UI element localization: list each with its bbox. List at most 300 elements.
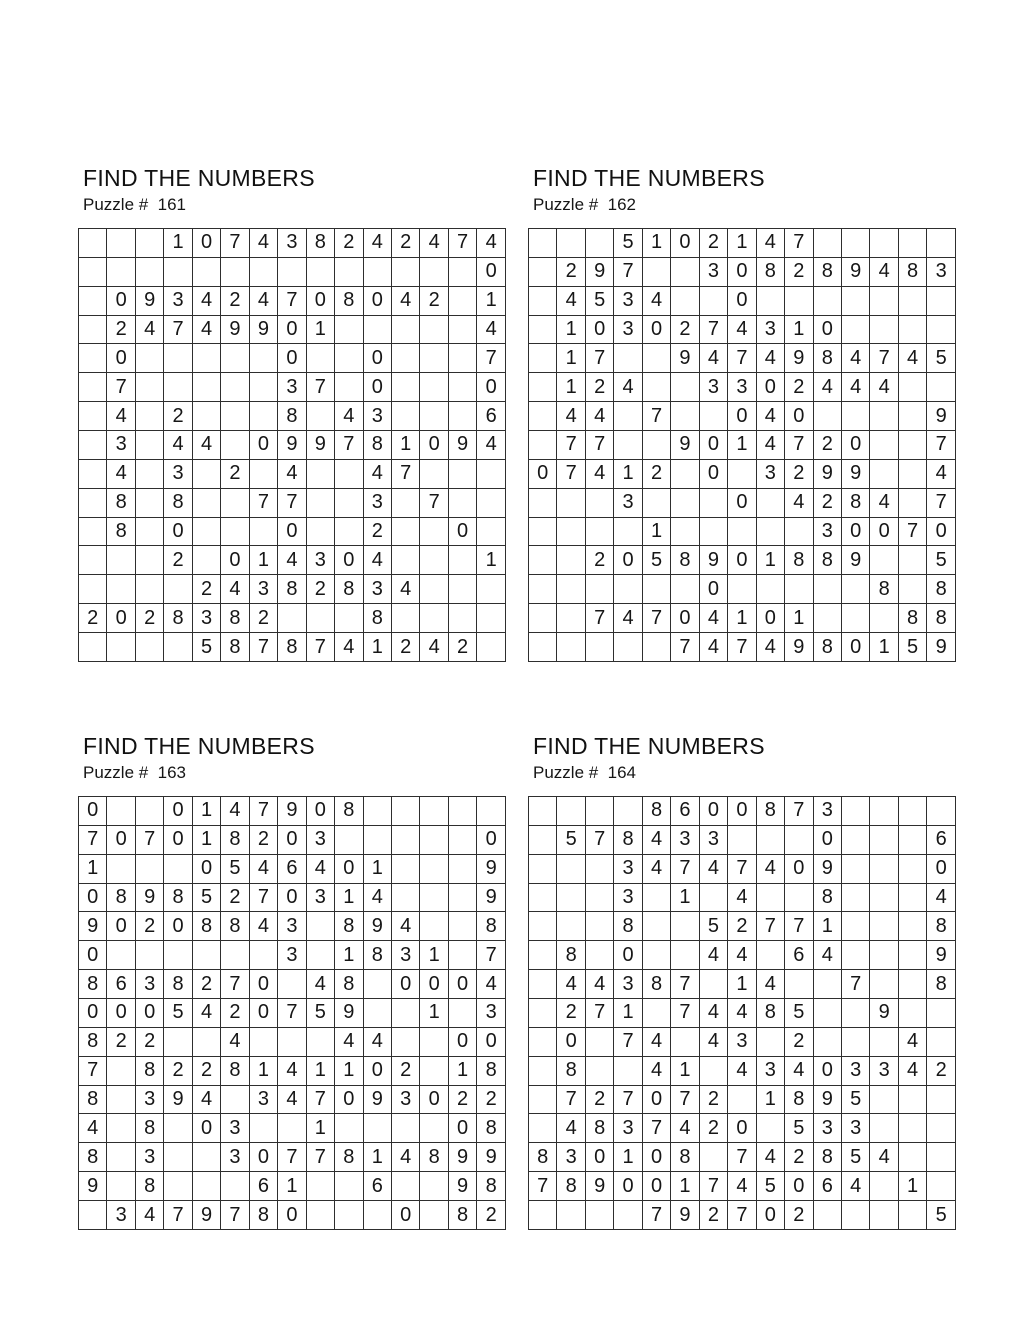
grid-cell-number: 3 bbox=[614, 488, 642, 517]
grid-cell-number: 4 bbox=[557, 970, 585, 999]
grid-cell-empty bbox=[448, 825, 476, 854]
grid-cell-empty bbox=[813, 286, 841, 315]
grid-cell-empty bbox=[898, 575, 926, 604]
grid-cell-empty bbox=[135, 373, 163, 402]
grid-cell-number: 7 bbox=[585, 604, 613, 633]
grid-cell-empty bbox=[420, 459, 448, 488]
grid-cell-number: 3 bbox=[614, 854, 642, 883]
grid-cell-number: 2 bbox=[107, 1027, 135, 1056]
grid-cell-empty bbox=[135, 546, 163, 575]
grid-cell-number: 8 bbox=[107, 488, 135, 517]
grid-row bbox=[529, 1027, 956, 1056]
grid-cell-number: 0 bbox=[699, 797, 727, 826]
grid-cell-number: 0 bbox=[306, 797, 334, 826]
grid-cell-number: 6 bbox=[477, 402, 506, 431]
grid-cell-empty bbox=[221, 344, 249, 373]
grid-cell-empty bbox=[306, 912, 334, 941]
grid-cell-empty bbox=[870, 546, 898, 575]
grid-cell-number: 0 bbox=[249, 970, 277, 999]
grid-cell-number: 9 bbox=[448, 1172, 476, 1201]
grid-cell-number: 7 bbox=[728, 854, 756, 883]
grid-cell-empty bbox=[420, 883, 448, 912]
grid-cell-empty bbox=[557, 575, 585, 604]
grid-cell-empty bbox=[671, 373, 699, 402]
grid-cell-number: 0 bbox=[529, 459, 557, 488]
grid-cell-empty bbox=[557, 797, 585, 826]
grid-cell-number: 3 bbox=[614, 286, 642, 315]
grid-cell-number: 3 bbox=[107, 1201, 135, 1230]
grid-cell-number: 5 bbox=[306, 999, 334, 1028]
grid-cell-empty bbox=[363, 797, 391, 826]
grid-cell-number: 4 bbox=[728, 1056, 756, 1085]
grid-cell-empty bbox=[477, 604, 506, 633]
grid-row bbox=[529, 941, 956, 970]
grid-cell-number: 8 bbox=[221, 912, 249, 941]
grid-cell-empty bbox=[391, 488, 419, 517]
grid-cell-number: 4 bbox=[306, 854, 334, 883]
grid-cell-number: 3 bbox=[728, 373, 756, 402]
grid-cell-number: 7 bbox=[164, 1201, 192, 1230]
grid-cell-number: 0 bbox=[699, 459, 727, 488]
grid-cell-number: 0 bbox=[107, 825, 135, 854]
grid-cell-empty bbox=[391, 604, 419, 633]
grid-row bbox=[79, 1201, 506, 1230]
grid-cell-number: 0 bbox=[841, 431, 869, 460]
grid-cell-empty bbox=[898, 854, 926, 883]
grid-cell-empty bbox=[135, 402, 163, 431]
grid-cell-number: 0 bbox=[278, 825, 306, 854]
grid-cell-empty bbox=[557, 1201, 585, 1230]
grid-cell-empty bbox=[335, 517, 363, 546]
puzzle-block-164 bbox=[528, 733, 958, 1230]
grid-row bbox=[529, 459, 956, 488]
grid-cell-number: 4 bbox=[756, 402, 784, 431]
grid-cell-number: 8 bbox=[813, 546, 841, 575]
grid-cell-number: 4 bbox=[477, 970, 506, 999]
grid-cell-empty bbox=[221, 257, 249, 286]
grid-cell-number: 4 bbox=[278, 546, 306, 575]
grid-cell-number: 8 bbox=[614, 825, 642, 854]
grid-cell-number: 0 bbox=[756, 1201, 784, 1230]
grid-cell-number: 8 bbox=[614, 912, 642, 941]
grid-cell-number: 8 bbox=[529, 1143, 557, 1172]
grid-cell-number: 3 bbox=[614, 315, 642, 344]
grid-cell-empty bbox=[756, 941, 784, 970]
grid-cell-number: 5 bbox=[192, 633, 220, 662]
number-grid-164 bbox=[528, 796, 956, 1230]
grid-cell-number: 0 bbox=[79, 883, 107, 912]
grid-cell-number: 8 bbox=[585, 1114, 613, 1143]
grid-cell-empty bbox=[699, 488, 727, 517]
grid-cell-number: 0 bbox=[728, 797, 756, 826]
grid-cell-empty bbox=[135, 431, 163, 460]
grid-cell-number: 0 bbox=[278, 315, 306, 344]
grid-cell-empty bbox=[448, 546, 476, 575]
grid-row bbox=[79, 546, 506, 575]
grid-cell-number: 7 bbox=[699, 1172, 727, 1201]
number-grid-163 bbox=[78, 796, 506, 1230]
grid-cell-empty bbox=[192, 373, 220, 402]
grid-cell-empty bbox=[585, 854, 613, 883]
grid-cell-number: 1 bbox=[448, 1056, 476, 1085]
grid-cell-empty bbox=[927, 1172, 956, 1201]
grid-cell-number: 8 bbox=[813, 344, 841, 373]
grid-cell-empty bbox=[927, 315, 956, 344]
grid-cell-empty bbox=[420, 402, 448, 431]
grid-cell-empty bbox=[164, 854, 192, 883]
grid-cell-number: 3 bbox=[614, 970, 642, 999]
grid-cell-empty bbox=[927, 1143, 956, 1172]
grid-cell-number: 4 bbox=[477, 315, 506, 344]
grid-cell-number: 1 bbox=[728, 431, 756, 460]
grid-cell-number: 2 bbox=[391, 633, 419, 662]
grid-cell-empty bbox=[477, 575, 506, 604]
grid-cell-number: 2 bbox=[420, 286, 448, 315]
grid-cell-number: 4 bbox=[420, 229, 448, 258]
grid-cell-empty bbox=[448, 604, 476, 633]
grid-cell-empty bbox=[671, 912, 699, 941]
grid-cell-empty bbox=[135, 854, 163, 883]
grid-cell-empty bbox=[335, 373, 363, 402]
grid-cell-number: 2 bbox=[221, 286, 249, 315]
grid-cell-empty bbox=[841, 604, 869, 633]
grid-cell-number: 8 bbox=[363, 431, 391, 460]
grid-cell-empty bbox=[529, 1027, 557, 1056]
grid-cell-empty bbox=[391, 883, 419, 912]
grid-cell-empty bbox=[107, 1114, 135, 1143]
grid-cell-number: 8 bbox=[557, 1056, 585, 1085]
grid-cell-number: 1 bbox=[306, 315, 334, 344]
grid-cell-empty bbox=[448, 286, 476, 315]
grid-cell-empty bbox=[813, 604, 841, 633]
puzzle-number-label: Puzzle # 161 bbox=[83, 195, 187, 214]
puzzle-block-162 bbox=[528, 165, 958, 662]
grid-cell-empty bbox=[164, 1172, 192, 1201]
grid-cell-empty bbox=[335, 825, 363, 854]
grid-cell-number: 4 bbox=[391, 1143, 419, 1172]
grid-cell-number: 9 bbox=[135, 883, 163, 912]
grid-cell-number: 6 bbox=[363, 1172, 391, 1201]
grid-cell-number: 7 bbox=[477, 941, 506, 970]
grid-cell-number: 7 bbox=[278, 1143, 306, 1172]
grid-cell-empty bbox=[529, 402, 557, 431]
grid-cell-empty bbox=[391, 402, 419, 431]
grid-cell-number: 8 bbox=[557, 941, 585, 970]
grid-cell-empty bbox=[420, 517, 448, 546]
grid-cell-empty bbox=[585, 912, 613, 941]
grid-cell-number: 2 bbox=[221, 459, 249, 488]
grid-cell-empty bbox=[529, 633, 557, 662]
grid-cell-number: 7 bbox=[671, 970, 699, 999]
grid-cell-empty bbox=[249, 344, 277, 373]
grid-cell-empty bbox=[870, 912, 898, 941]
grid-cell-number: 0 bbox=[391, 970, 419, 999]
grid-cell-number: 8 bbox=[671, 1143, 699, 1172]
grid-cell-number: 8 bbox=[221, 604, 249, 633]
grid-cell-number: 8 bbox=[477, 1114, 506, 1143]
grid-cell-empty bbox=[557, 229, 585, 258]
grid-cell-empty bbox=[529, 257, 557, 286]
grid-cell-empty bbox=[756, 575, 784, 604]
grid-cell-number: 4 bbox=[699, 1027, 727, 1056]
grid-row bbox=[79, 604, 506, 633]
grid-cell-number: 8 bbox=[477, 912, 506, 941]
grid-cell-empty bbox=[420, 912, 448, 941]
grid-cell-empty bbox=[79, 431, 107, 460]
grid-cell-empty bbox=[813, 999, 841, 1028]
grid-cell-number: 7 bbox=[335, 431, 363, 460]
grid-cell-number: 3 bbox=[756, 315, 784, 344]
grid-cell-number: 3 bbox=[671, 825, 699, 854]
grid-cell-empty bbox=[671, 257, 699, 286]
grid-cell-number: 9 bbox=[448, 1143, 476, 1172]
grid-row bbox=[529, 517, 956, 546]
grid-cell-number: 0 bbox=[728, 1114, 756, 1143]
grid-cell-empty bbox=[841, 315, 869, 344]
grid-cell-number: 7 bbox=[557, 431, 585, 460]
grid-cell-number: 7 bbox=[249, 633, 277, 662]
grid-cell-empty bbox=[306, 604, 334, 633]
grid-cell-number: 7 bbox=[671, 633, 699, 662]
grid-cell-empty bbox=[841, 575, 869, 604]
grid-cell-number: 4 bbox=[898, 1027, 926, 1056]
grid-cell-number: 4 bbox=[335, 402, 363, 431]
grid-cell-empty bbox=[278, 1114, 306, 1143]
grid-row bbox=[529, 1143, 956, 1172]
grid-cell-empty bbox=[135, 517, 163, 546]
grid-cell-number: 7 bbox=[927, 488, 956, 517]
grid-cell-number: 7 bbox=[614, 1027, 642, 1056]
grid-cell-empty bbox=[529, 229, 557, 258]
grid-cell-number: 0 bbox=[927, 854, 956, 883]
grid-cell-empty bbox=[898, 1143, 926, 1172]
grid-row bbox=[79, 431, 506, 460]
grid-row bbox=[529, 1201, 956, 1230]
grid-cell-number: 8 bbox=[813, 257, 841, 286]
grid-cell-empty bbox=[221, 1085, 249, 1114]
puzzle-title: FIND THE NUMBERS bbox=[83, 165, 315, 191]
grid-cell-number: 8 bbox=[335, 575, 363, 604]
grid-cell-number: 5 bbox=[642, 546, 670, 575]
grid-cell-empty bbox=[278, 604, 306, 633]
grid-cell-number: 4 bbox=[642, 1027, 670, 1056]
grid-cell-number: 2 bbox=[335, 229, 363, 258]
grid-cell-number: 1 bbox=[306, 1056, 334, 1085]
grid-cell-empty bbox=[585, 1201, 613, 1230]
grid-cell-empty bbox=[529, 1056, 557, 1085]
grid-cell-number: 7 bbox=[79, 825, 107, 854]
grid-cell-number: 3 bbox=[841, 1056, 869, 1085]
grid-cell-empty bbox=[164, 344, 192, 373]
grid-cell-number: 2 bbox=[813, 488, 841, 517]
grid-cell-empty bbox=[107, 633, 135, 662]
grid-row bbox=[529, 373, 956, 402]
grid-cell-number: 5 bbox=[614, 229, 642, 258]
grid-cell-number: 8 bbox=[870, 575, 898, 604]
grid-cell-number: 8 bbox=[927, 575, 956, 604]
grid-cell-number: 1 bbox=[477, 546, 506, 575]
grid-cell-number: 7 bbox=[728, 633, 756, 662]
grid-cell-empty bbox=[448, 488, 476, 517]
grid-cell-empty bbox=[335, 459, 363, 488]
grid-cell-number: 1 bbox=[671, 883, 699, 912]
grid-cell-number: 4 bbox=[363, 459, 391, 488]
grid-cell-empty bbox=[107, 1172, 135, 1201]
grid-cell-empty bbox=[671, 575, 699, 604]
grid-cell-number: 7 bbox=[278, 999, 306, 1028]
grid-cell-empty bbox=[249, 402, 277, 431]
grid-cell-empty bbox=[448, 797, 476, 826]
grid-cell-number: 2 bbox=[927, 1056, 956, 1085]
grid-cell-empty bbox=[221, 941, 249, 970]
grid-cell-number: 3 bbox=[278, 941, 306, 970]
grid-cell-number: 0 bbox=[785, 402, 813, 431]
grid-row bbox=[529, 488, 956, 517]
grid-cell-number: 0 bbox=[785, 1172, 813, 1201]
grid-cell-number: 4 bbox=[671, 1114, 699, 1143]
grid-cell-empty bbox=[164, 373, 192, 402]
grid-cell-number: 0 bbox=[278, 517, 306, 546]
grid-cell-empty bbox=[898, 1085, 926, 1114]
grid-row bbox=[79, 999, 506, 1028]
grid-cell-number: 6 bbox=[813, 1172, 841, 1201]
grid-row bbox=[529, 970, 956, 999]
grid-cell-number: 1 bbox=[249, 1056, 277, 1085]
grid-cell-number: 9 bbox=[477, 1143, 506, 1172]
grid-cell-number: 0 bbox=[477, 257, 506, 286]
grid-cell-number: 4 bbox=[898, 1056, 926, 1085]
grid-cell-empty bbox=[164, 257, 192, 286]
grid-row bbox=[79, 488, 506, 517]
grid-cell-number: 1 bbox=[785, 604, 813, 633]
grid-cell-number: 4 bbox=[107, 402, 135, 431]
grid-cell-empty bbox=[813, 1201, 841, 1230]
grid-cell-number: 0 bbox=[278, 344, 306, 373]
grid-cell-empty bbox=[927, 1027, 956, 1056]
grid-cell-empty bbox=[756, 883, 784, 912]
grid-row bbox=[79, 797, 506, 826]
grid-cell-empty bbox=[898, 970, 926, 999]
grid-cell-empty bbox=[448, 912, 476, 941]
grid-cell-number: 8 bbox=[335, 970, 363, 999]
grid-cell-number: 4 bbox=[699, 999, 727, 1028]
grid-cell-empty bbox=[699, 517, 727, 546]
grid-cell-number: 4 bbox=[557, 286, 585, 315]
grid-cell-number: 8 bbox=[927, 970, 956, 999]
grid-cell-empty bbox=[391, 546, 419, 575]
grid-cell-number: 4 bbox=[614, 604, 642, 633]
grid-cell-number: 3 bbox=[699, 825, 727, 854]
grid-cell-number: 9 bbox=[249, 315, 277, 344]
grid-cell-number: 9 bbox=[671, 1201, 699, 1230]
grid-cell-empty bbox=[870, 797, 898, 826]
grid-cell-number: 8 bbox=[192, 912, 220, 941]
grid-cell-empty bbox=[642, 912, 670, 941]
grid-cell-empty bbox=[870, 1201, 898, 1230]
grid-row bbox=[529, 797, 956, 826]
grid-cell-empty bbox=[363, 257, 391, 286]
grid-cell-number: 2 bbox=[448, 633, 476, 662]
grid-cell-number: 8 bbox=[278, 575, 306, 604]
grid-cell-number: 7 bbox=[671, 999, 699, 1028]
grid-cell-number: 9 bbox=[278, 797, 306, 826]
grid-cell-number: 8 bbox=[756, 257, 784, 286]
grid-cell-empty bbox=[306, 488, 334, 517]
grid-cell-number: 4 bbox=[278, 1085, 306, 1114]
grid-cell-number: 0 bbox=[420, 431, 448, 460]
grid-cell-number: 7 bbox=[557, 1085, 585, 1114]
grid-row bbox=[529, 1085, 956, 1114]
grid-cell-number: 0 bbox=[448, 970, 476, 999]
grid-cell-empty bbox=[557, 546, 585, 575]
grid-cell-number: 0 bbox=[249, 431, 277, 460]
grid-cell-number: 4 bbox=[363, 229, 391, 258]
grid-cell-empty bbox=[927, 999, 956, 1028]
grid-cell-empty bbox=[898, 797, 926, 826]
grid-cell-number: 0 bbox=[477, 825, 506, 854]
grid-cell-empty bbox=[642, 575, 670, 604]
grid-row bbox=[79, 257, 506, 286]
puzzle-block-163 bbox=[78, 733, 508, 1230]
grid-cell-empty bbox=[420, 373, 448, 402]
grid-cell-number: 7 bbox=[529, 1172, 557, 1201]
grid-cell-number: 6 bbox=[278, 854, 306, 883]
grid-cell-number: 1 bbox=[671, 1172, 699, 1201]
grid-cell-empty bbox=[614, 431, 642, 460]
grid-cell-number: 9 bbox=[841, 459, 869, 488]
grid-cell-number: 7 bbox=[585, 431, 613, 460]
grid-cell-empty bbox=[785, 286, 813, 315]
grid-cell-number: 4 bbox=[870, 257, 898, 286]
grid-cell-number: 8 bbox=[477, 1056, 506, 1085]
grid-cell-empty bbox=[642, 633, 670, 662]
grid-cell-empty bbox=[557, 488, 585, 517]
grid-cell-empty bbox=[221, 517, 249, 546]
grid-cell-number: 2 bbox=[164, 402, 192, 431]
grid-cell-empty bbox=[420, 1027, 448, 1056]
grid-cell-number: 7 bbox=[642, 402, 670, 431]
grid-cell-number: 8 bbox=[477, 1172, 506, 1201]
grid-cell-empty bbox=[135, 344, 163, 373]
grid-cell-number: 4 bbox=[699, 604, 727, 633]
grid-cell-number: 3 bbox=[306, 546, 334, 575]
grid-cell-empty bbox=[927, 1114, 956, 1143]
grid-cell-empty bbox=[192, 546, 220, 575]
grid-cell-empty bbox=[728, 517, 756, 546]
grid-cell-empty bbox=[898, 999, 926, 1028]
grid-cell-empty bbox=[898, 402, 926, 431]
grid-cell-empty bbox=[728, 825, 756, 854]
grid-cell-empty bbox=[927, 797, 956, 826]
grid-cell-number: 0 bbox=[448, 517, 476, 546]
grid-cell-number: 4 bbox=[557, 402, 585, 431]
grid-cell-empty bbox=[107, 797, 135, 826]
grid-cell-number: 1 bbox=[671, 1056, 699, 1085]
grid-cell-empty bbox=[585, 883, 613, 912]
grid-cell-number: 8 bbox=[164, 970, 192, 999]
grid-cell-number: 0 bbox=[192, 1114, 220, 1143]
grid-cell-empty bbox=[107, 575, 135, 604]
grid-cell-empty bbox=[477, 633, 506, 662]
grid-cell-number: 7 bbox=[614, 257, 642, 286]
grid-cell-number: 8 bbox=[785, 546, 813, 575]
grid-cell-number: 4 bbox=[557, 1114, 585, 1143]
grid-cell-number: 6 bbox=[249, 1172, 277, 1201]
grid-cell-empty bbox=[477, 488, 506, 517]
grid-cell-empty bbox=[870, 459, 898, 488]
grid-cell-number: 5 bbox=[785, 999, 813, 1028]
grid-cell-empty bbox=[785, 575, 813, 604]
